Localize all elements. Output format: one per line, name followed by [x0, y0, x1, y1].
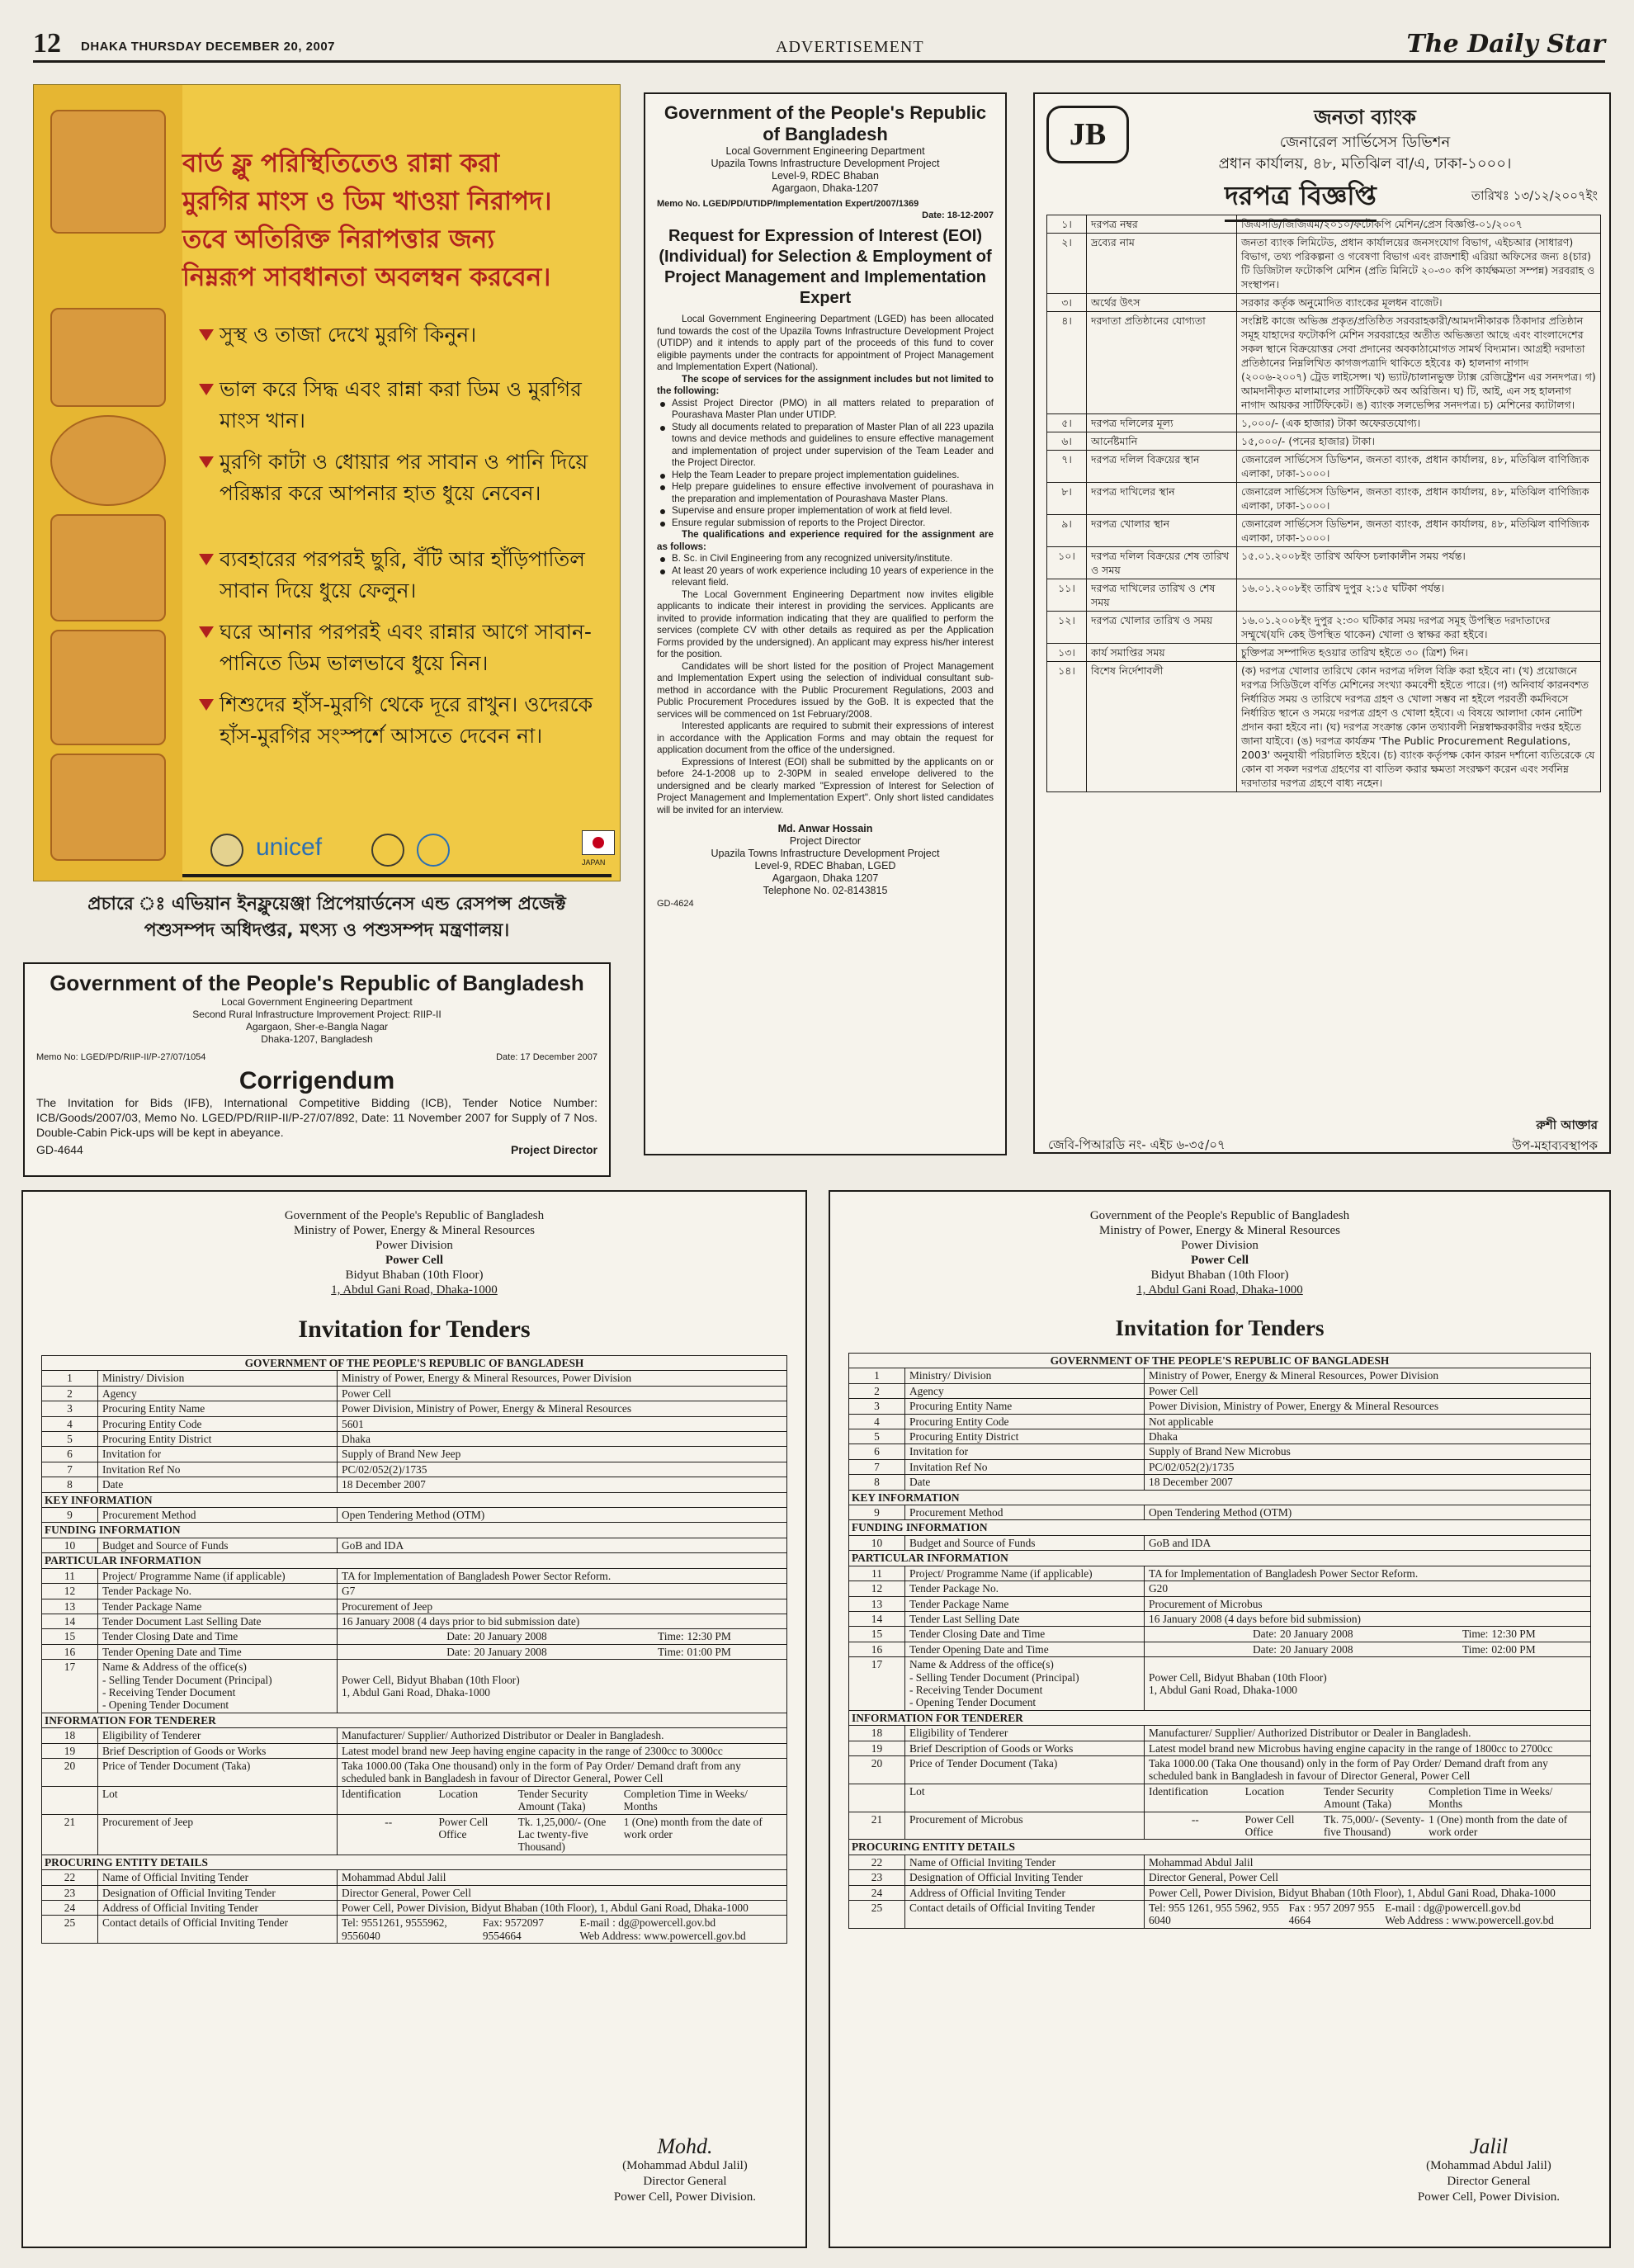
table-row: ৭। দরপত্র দলিল বিক্রয়ের স্থান জেনারেল সার্ভিসেস ডিভিশন, জনতা ব্যাংক, প্রধান কার্যালয়, ৪৮, মতিঝিল বাণিজ্যিক এলাকা, ঢাকা-১০০০। [1047, 451, 1601, 483]
signatory-line: Power Cell, Power Division. [1417, 2190, 1560, 2204]
handwritten-signature: Mohd. [657, 2134, 713, 2158]
handwritten-signature: Jalil [1469, 2134, 1509, 2158]
list-item: At least 20 years of work experience including 10 years of experience in the relevant field. [657, 565, 994, 589]
table-row: 12 Tender Package No. G7 [42, 1584, 787, 1599]
table-row: 21 Procurement of Jeep -- Power Cell Office Tk. 1,25,000/- (One Lac twenty-five Thousand) 1 (One) month from the date of work order [42, 1814, 787, 1855]
gd-ref: জেবি-পিআরডি নং- এইচ ৬-৩৫/০৭ [1048, 1137, 1226, 1152]
hand-washing-illustration [50, 514, 166, 621]
table-row: ৮। দরপত্র দাখিলের স্থান জেনারেল সার্ভিসেস ডিভিশন, জনতা ব্যাংক, প্রধান কার্যালয়, ৪৮, মতিঝিল বাণিজ্যিক এলাকা, ঢাকা-১০০০। [1047, 483, 1601, 515]
table-row: 1 Ministry/ Division Ministry of Power, Energy & Mineral Resources, Power Division [42, 1371, 787, 1386]
signature-block [657, 823, 994, 897]
table-row: 24 Address of Official Inviting Tender Power Cell, Power Division, Bidyut Bhaban (10th Floor), 1, Abdul Gani Road, Dhaka-1000 [42, 1901, 787, 1916]
qualification-list [657, 553, 994, 589]
bullet-icon [199, 699, 214, 711]
issuer-line: Ministry of Power, Energy & Mineral Resources [1099, 1224, 1340, 1237]
table-row: 18 Eligibility of Tenderer Manufacturer/ Supplier/ Authorized Distributor or Dealer in Bangladesh. [849, 1726, 1591, 1741]
table-row: 1 Ministry/ Division Ministry of Power, Energy & Mineral Resources, Power Division [849, 1368, 1591, 1383]
table-row: 15 Tender Closing Date and Time Date: 20 January 2008 Time: 12:30 PM [849, 1627, 1591, 1642]
paragraph: Candidates will be short listed for the position of Project Management and Implementation Expert using the selection of individual consultant sub-method in accordance with the Public Procurement Regulations, 2003 and Public Procurement Procedures issued by the GoB. It is expected that the services will be commenced on 1st February/2008. [657, 660, 994, 720]
notice-subline: Local Government Engineering Department [221, 996, 413, 1008]
headline-line: নিম্নরূপ সাবধানতা অবলম্বন করবেন। [182, 262, 551, 292]
list-item: Supervise and ensure proper implementation of work at field level. [657, 505, 994, 517]
notice-date: Date: 17 December 2007 [496, 1052, 597, 1062]
list-item: B. Sc. in Civil Engineering from any recognized university/institute. [657, 553, 994, 565]
headline-line: মুরগির মাংস ও ডিম খাওয়া নিরাপদ। [182, 187, 552, 216]
table-row: 22 Name of Official Inviting Tender Mohammad Abdul Jalil [42, 1870, 787, 1885]
issuer-line: Power Division [375, 1239, 453, 1252]
signatory-line: Project Director [789, 835, 862, 847]
table-row: 3 Procuring Entity Name Power Division, Ministry of Power, Energy & Mineral Resources [42, 1401, 787, 1416]
table-row: 4 Procuring Entity Code 5601 [42, 1416, 787, 1431]
who-logo-icon [417, 834, 450, 867]
signatory-line: Director General [1447, 2175, 1531, 2188]
issuer-line: Ministry of Power, Energy & Mineral Resources [294, 1224, 535, 1237]
table-row: 5 Procuring Entity District Dhaka [849, 1429, 1591, 1444]
table-row: 7 Invitation Ref No PC/02/052(2)/1735 [42, 1462, 787, 1477]
signatory-name: Md. Anwar Hossain [777, 823, 873, 834]
notice-date: Date: 18-12-2007 [922, 210, 994, 220]
issuer-line: 1, Abdul Gani Road, Dhaka-1000 [1136, 1283, 1303, 1297]
notice-subline: Second Rural Infrastructure Improvement Project: RIIP-II [192, 1009, 442, 1020]
signatory-name: (Mohammad Abdul Jalil) [1426, 2159, 1551, 2172]
table-row: 3 Procuring Entity Name Power Division, Ministry of Power, Energy & Mineral Resources [849, 1399, 1591, 1414]
signatory-line: Agargaon, Dhaka 1207 [772, 872, 879, 884]
signature-block [614, 2135, 756, 2205]
unicef-logo: unicef [256, 834, 323, 861]
signatory-name: (Mohammad Abdul Jalil) [622, 2159, 748, 2172]
issuer-line: Power Division [1181, 1239, 1259, 1252]
table-row: 19 Brief Description of Goods or Works Latest model brand new Jeep having engine capacity in the range of 2300cc to 3000cc [42, 1743, 787, 1758]
issuer-line: 1, Abdul Gani Road, Dhaka-1000 [331, 1283, 498, 1297]
signatory-line: Power Cell, Power Division. [613, 2190, 756, 2204]
memo-number: Memo No: LGED/PD/RIIP-II/P-27/07/1054 [36, 1052, 206, 1062]
bank-division: জেনারেল সার্ভিসেস ডিভিশন [1279, 134, 1451, 151]
table-row: 25 Contact details of Official Inviting Tender Tel: 9551261, 9555962, 9556040 Fax: 9572097 9554664 E-mail : dg@powercell.gov.bd Web Address: www.powercell.gov.bd [42, 1916, 787, 1944]
table-row: 13 Tender Package Name Procurement of Jeep [42, 1599, 787, 1614]
eoi-notice [644, 92, 1007, 1155]
notice-title: Government of the People's Republic of Bangladesh [664, 102, 987, 144]
section-row: PROCURING ENTITY DETAILS [849, 1840, 1591, 1855]
notice-heading: Invitation for Tenders [298, 1316, 531, 1343]
table-row: ২। দ্রব্যের নাম জনতা ব্যাংক লিমিটেড, প্রধান কার্যালয়ের জনসংযোগ বিভাগ, এইচআর (সাধারণ) বিভাগ, তথ্য পরিকল্পনা ও গবেষণা বিভাগ এবং রাজশাহী এরিয়া অফিসের জন্য ৪(চার) টি ডিজিটাল ফটোকপি মেশিন (প্রতি মিনিটে ২০-৩০ কপি কার্যক্ষমতা সম্পন্ন) সরবরাহ ও সংস্থাপন। [1047, 234, 1601, 294]
web-link[interactable]: Web Address : www.powercell.gov.bd [1385, 1914, 1554, 1927]
table-row: Lot Identification Location Tender Security Amount (Taka) Completion Time in Weeks/ Months [849, 1784, 1591, 1812]
issuer-line: Bidyut Bhaban (10th Floor) [345, 1269, 484, 1282]
woman-cooking-illustration [50, 630, 166, 745]
email-link[interactable]: E-mail : dg@powercell.gov.bd [579, 1916, 716, 1930]
table-row: 17 Name & Address of the office(s) - Selling Tender Document (Principal) - Receiving Tender Document - Opening Tender Document Power Cell, Bidyut Bhaban (10th Floor) 1, Abdul Gani Road, Dhaka-1000 [849, 1657, 1591, 1711]
issuer-block [848, 1208, 1591, 1297]
list-item: Help the Team Leader to prepare project implementation guidelines. [657, 470, 994, 482]
scope-heading: The scope of services for the assignment includes but not limited to the following: [657, 373, 994, 396]
govt-seal-icon [210, 834, 243, 867]
table-row: 15 Tender Closing Date and Time Date: 20 January 2008 Time: 12:30 PM [42, 1629, 787, 1644]
signatory-line: Director General [643, 2175, 727, 2188]
table-row: 6 Invitation for Supply of Brand New Microbus [849, 1444, 1591, 1459]
table-row: ১০। দরপত্র দলিল বিক্রয়ের শেষ তারিখ ও সময় ১৫.০১.২০০৮ইং তারিখ অফিস চলাকালীন সময় পর্যন্ত। [1047, 547, 1601, 579]
table-row: 14 Tender Document Last Selling Date 16 January 2008 (4 days prior to bid submission date) [42, 1614, 787, 1628]
bank-logo: JB [1046, 106, 1129, 163]
tender-table [41, 1355, 787, 1944]
bullet-icon [199, 384, 214, 395]
notice-subline: Level-9, RDEC Bhaban [772, 170, 879, 182]
bullet-icon [199, 626, 214, 638]
section-row: PARTICULAR INFORMATION [849, 1551, 1591, 1566]
bird-flu-poster [33, 84, 621, 881]
page-number: 12 [33, 28, 61, 59]
issuer-line: Government of the People's Republic of Bangladesh [1089, 1209, 1350, 1222]
section-row: INFORMATION FOR TENDERER [42, 1713, 787, 1727]
table-row: 20 Price of Tender Document (Taka) Taka 1000.00 (Taka One thousand) only in the form of Pay Order/ Demand draft from any scheduled bank in Bangladesh in favour of Director General, Power Cell [849, 1755, 1591, 1784]
section-row: KEY INFORMATION [42, 1492, 787, 1507]
table-row: ৩। অর্থের উৎস সরকার কর্তৃক অনুমোদিত ব্যাংকের মূলধন বাজেট। [1047, 294, 1601, 312]
table-row: 6 Invitation for Supply of Brand New Jeep [42, 1447, 787, 1462]
table-row: ১৪। বিশেষ নির্দেশাবলী (ক) দরপত্র খোলার তারিখে কোন দরপত্র দলিল বিক্রি করা হইবে না। (খ) প্রয়োজনে দরপত্র সিডিউলে বর্ণিত মেশিনের সংখ্যা কমবেশী হইতে পারে। (গ) অনিবার্য কারনবশত নির্ধারিত সময় ও তারিখে দরপত্র গ্রহণ ও খোলা সম্ভব না হইলে পরবর্তী কর্মদিবসে নির্ধারিত স্থানে ও সময়ে দরপত্র গ্রহণ ও খোলা হইবে। এ বিষয়ে আলাদা কোন নোটিশ প্রদান করা হইবে না। (ঘ) দরপত্র সংক্রান্ত কোন তথ্যাবলী নিম্নস্বাক্ষরকারীর দপ্তর হইতে জানা যাইবে। (ঙ) দরপত্র কার্যক্রম 'The Public Procurement Regulations, 2003' অনুযায়ী পরিচালিত হইবে। (চ) ব্যাংক কর্তৃপক্ষ কোন কারন দর্শানো ব্যতিরেকে যে কোন বা সকল দরপত্র গ্রহণের বা বাতিল করার ক্ষমতা সংরক্ষণ করেন এবং সর্বনিম্ন দরদাতার দরপত্র গ্রহণে বাধ্য নহেন। [1047, 662, 1601, 792]
notice-subline: Local Government Engineering Department [725, 145, 925, 157]
table-row: 9 Procurement Method Open Tendering Method (OTM) [849, 1505, 1591, 1520]
issuer-line: Power Cell [1190, 1254, 1249, 1267]
notice-date: তারিখঃ ১৩/১২/২০০৭ইং [1471, 188, 1598, 203]
notice-heading: Request for Expression of Interest (EOI) (Individual) for Selection & Employment of Project Management and Implementation Expert [659, 227, 992, 307]
gd-ref: GD-4644 [36, 1143, 83, 1156]
notice-title: Government of the People's Republic of Bangladesh [50, 971, 584, 995]
table-row: 16 Tender Opening Date and Time Date: 20 January 2008 Time: 02:00 PM [849, 1642, 1591, 1656]
bank-name: জনতা ব্যাংক [1314, 106, 1416, 129]
headline-line: বার্ড ফ্লু পরিস্থিতিতেও রান্না করা [182, 149, 500, 178]
notice-subline: Dhaka-1207, Bangladesh [261, 1033, 373, 1045]
issuer-line: Power Cell [385, 1254, 444, 1267]
list-item: Ensure regular submission of reports to the Project Director. [657, 517, 994, 530]
notice-subline: Agargaon, Sher-e-Bangla Nagar [245, 1021, 389, 1032]
notice-body: The Invitation for Bids (IFB), International Competitive Bidding (ICB), Tender Notice Number: ICB/Goods/2007/03, Memo No. LGED/PD/RIIP-II/P-27/07/892, Date: 11 November 2007 for Supply of 7 Nos. Double-Cabin Pick-ups will be kept in abeyance. [36, 1096, 597, 1139]
table-row: ১২। দরপত্র খোলার তারিখ ও সময় ১৬.০১.২০০৮ইং দুপুর ২:৩০ ঘটিকার সময় দরপত্র সমূহ উপস্থিত দরদাতাদের সম্মুখে(যদি কেহ উপস্থিত থাকেন) খোলা ও স্বাক্ষর করা হইবে। [1047, 612, 1601, 644]
table-row: ৫। দরপত্র দলিলের মূল্য ১,০০০/- (এক হাজার) টাকা অফেরতযোগ্য। [1047, 414, 1601, 432]
paragraph: Interested applicants are required to submit their expressions of interest in accordance with the Application Forms and may obtain the request for application document from the office of the undersigned. [657, 721, 994, 755]
web-link[interactable]: Web Address: www.powercell.gov.bd [579, 1929, 746, 1942]
meat-dish-illustration [50, 308, 166, 407]
table-row: 11 Project/ Programme Name (if applicable) TA for Implementation of Bangladesh Power Sector Reform. [849, 1566, 1591, 1581]
section-row: INFORMATION FOR TENDERER [849, 1710, 1591, 1725]
janata-bank-notice [1033, 92, 1611, 1154]
signature-block [1418, 2135, 1560, 2205]
table-row: 8 Date 18 December 2007 [849, 1475, 1591, 1490]
poster-item: ব্যবহারের পরপরই ছুরি, বঁটি আর হাঁড়িপাতিল সাবান দিয়ে ধুয়ে ফেলুন। [220, 547, 585, 602]
table-row: ১। দরপত্র নম্বর জিএসডি/জিজিএম/২০১০/ফটোকপি মেশিন/প্রেস বিজ্ঞপ্তি-০১/২০০৭ [1047, 215, 1601, 234]
section-row: FUNDING INFORMATION [42, 1523, 787, 1538]
signatory: Project Director [510, 1143, 597, 1156]
table-row: 10 Budget and Source of Funds GoB and IDA [42, 1538, 787, 1552]
tender-table [1046, 215, 1601, 792]
poster-item: মুরগি কাটা ও ধোয়ার পর সাবান ও পানি দিয়ে পরিষ্কার করে আপনার হাত ধুয়ে নেবেন। [220, 450, 588, 505]
table-row: 8 Date 18 December 2007 [42, 1477, 787, 1492]
table-row: 20 Price of Tender Document (Taka) Taka 1000.00 (Taka One thousand) only in the form of Pay Order/ Demand draft from any scheduled bank in Bangladesh in favour of Director General, Power Cell [42, 1758, 787, 1786]
page-header [33, 23, 1605, 63]
poster-item: ভাল করে সিদ্ধ এবং রান্না করা ডিম ও মুরগির মাংস খান। [220, 377, 582, 432]
signatory-line: Telephone No. 02-8143815 [763, 885, 888, 896]
signatory-line: Upazila Towns Infrastructure Development Project [711, 848, 940, 859]
table-row: GOVERNMENT OF THE PEOPLE'S REPUBLIC OF BANGLADESH [42, 1356, 787, 1371]
qualification-heading: The qualifications and experience required for the assignment are as follows: [657, 529, 994, 552]
list-item: Study all documents related to preparation of Master Plan of all 223 upazila towns and device methods and guidelines to ensure effective management and implementation of project under supervision of the Team Leader and the Project Director. [657, 422, 994, 470]
credit-line: পশুসম্পদ অধিদপ্তর, মৎস্য ও পশুসম্পদ মন্ত্রণালয়। [144, 920, 510, 941]
table-row: 12 Tender Package No. G20 [849, 1581, 1591, 1596]
credit-line: প্রচারে ঃ এভিয়ান ইনফ্লুয়েঞ্জা প্রিপেয়ার্ডনেস এন্ড রেসপন্স প্রজেক্ট [87, 894, 566, 914]
table-row: 13 Tender Package Name Procurement of Microbus [849, 1596, 1591, 1611]
table-row: 22 Name of Official Inviting Tender Mohammad Abdul Jalil [849, 1855, 1591, 1869]
headline-line: তবে অতিরিক্ত নিরাপত্তার জন্য [182, 224, 495, 254]
table-row: 23 Designation of Official Inviting Tender Director General, Power Cell [849, 1870, 1591, 1885]
table-row: 4 Procuring Entity Code Not applicable [849, 1414, 1591, 1429]
bank-address: প্রধান কার্যালয়, ৪৮, মতিঝিল বা/এ, ঢাকা-১০০০। [1218, 155, 1512, 172]
signatory-title: উপ-মহাব্যবস্থাপক [1512, 1138, 1598, 1153]
table-row: 7 Invitation Ref No PC/02/052(2)/1735 [849, 1459, 1591, 1474]
dateline: DHAKA THURSDAY DECEMBER 20, 2007 [81, 40, 336, 54]
issuer-block [41, 1208, 787, 1297]
table-row: 2 Agency Power Cell [42, 1386, 787, 1401]
table-row: 21 Procurement of Microbus -- Power Cell Office Tk. 75,000/- (Seventy-five Thousand) 1 (One) month from the date of work order [849, 1812, 1591, 1840]
eggs-illustration [50, 415, 166, 506]
poster-item: ঘরে আনার পরপরই এবং রান্নার আগে সাবান-পানিতে ডিম ভালভাবে ধুয়ে নিন। [220, 620, 592, 675]
table-row: 23 Designation of Official Inviting Tender Director General, Power Cell [42, 1885, 787, 1900]
table-row: 17 Name & Address of the office(s) - Selling Tender Document (Principal) - Receiving Tender Document - Opening Tender Document Power Cell, Bidyut Bhaban (10th Floor) 1, Abdul Gani Road, Dhaka-1000 [42, 1660, 787, 1713]
poster-item: শিশুদের হাঁস-মুরগি থেকে দূরে রাখুন। ওদেরকে হাঁস-মুরগির সংস্পর্শে আসতে দেবেন না। [220, 692, 593, 748]
table-row: ৬। আর্নেষ্টমানি ১৫,০০০/- (পনের হাজার) টাকা। [1047, 432, 1601, 451]
table-row: 25 Contact details of Official Inviting Tender Tel: 955 1261, 955 5962, 955 6040 Fax : 957 2097 955 4664 E-mail : dg@powercell.gov.bd Web Address : www.powercell.gov.bd [849, 1901, 1591, 1929]
tender-notice-microbus [829, 1190, 1611, 2248]
table-row: 24 Address of Official Inviting Tender Power Cell, Power Division, Bidyut Bhaban (10th Floor), 1, Abdul Gani Road, Dhaka-1000 [849, 1885, 1591, 1900]
memo-number: Memo No. LGED/PD/UTIDP/Implementation Expert/2007/1369 [657, 199, 919, 209]
section-row: KEY INFORMATION [849, 1490, 1591, 1505]
table-row: 2 Agency Power Cell [849, 1383, 1591, 1398]
japan-flag-icon [582, 830, 615, 855]
tender-table [848, 1353, 1591, 1929]
signatory-name: রুশী আক্তার [1536, 1117, 1598, 1132]
table-row: 11 Project/ Programme Name (if applicable) TA for Implementation of Bangladesh Power Sector Reform. [42, 1568, 787, 1583]
table-row: GOVERNMENT OF THE PEOPLE'S REPUBLIC OF BANGLADESH [849, 1354, 1591, 1368]
table-row: ৯। দরপত্র খোলার স্থান জেনারেল সার্ভিসেস ডিভিশন, জনতা ব্যাংক, প্রধান কার্যালয়, ৪৮, মতিঝিল বাণিজ্যিক এলাকা, ঢাকা-১০০০। [1047, 515, 1601, 547]
fao-logo-icon [371, 834, 404, 867]
gd-ref: GD-4624 [657, 899, 694, 909]
bullet-icon [199, 456, 214, 468]
notice-subline: Upazila Towns Infrastructure Development Project [711, 158, 940, 169]
signature-block [1512, 1116, 1598, 1154]
table-row: 18 Eligibility of Tenderer Manufacturer/ Supplier/ Authorized Distributor or Dealer in Bangladesh. [42, 1728, 787, 1743]
paragraph: Expressions of Interest (EOI) shall be submitted by the applicants on or before 24-1-2008 up to 2-30PM in sealed envelope delivered to the undersigned and be clearly marked "Expression of Interest for Selection of Project Management and Implementation Expert". Only short listed candidates will be invited for an interview. [657, 756, 994, 815]
list-item: Assist Project Director (PMO) in all matters related to preparation of Pourashava Master Plan under UTIDP. [657, 398, 994, 422]
table-row: ১১। দরপত্র দাখিলের তারিখ ও শেষ সময় ১৬.০১.২০০৮ইং তারিখ দুপুর ২:১৫ ঘটিকা পর্যন্ত। [1047, 579, 1601, 612]
corrigendum-notice [23, 962, 611, 1177]
poster-headline [182, 144, 612, 296]
table-row: Lot Identification Location Tender Security Amount (Taka) Completion Time in Weeks/ Months [42, 1786, 787, 1814]
notice-heading: Invitation for Tenders [1115, 1316, 1325, 1340]
notice-subline: Agargaon, Dhaka-1207 [772, 182, 879, 194]
scope-list [657, 398, 994, 530]
sponsor-logos [33, 825, 621, 875]
table-row: ১৩। কার্য সমাপ্তির সময় চুক্তিপত্র সম্পাদিত হওয়ার তারিখ হইতে ৩০ (ত্রিশ) দিন। [1047, 644, 1601, 662]
issuer-line: Government of the People's Republic of Bangladesh [284, 1209, 545, 1222]
table-row: 9 Procurement Method Open Tendering Method (OTM) [42, 1508, 787, 1523]
signatory-line: Level-9, RDEC Bhaban, LGED [754, 860, 896, 872]
table-row: 14 Tender Last Selling Date 16 January 2008 (4 days before bid submission) [849, 1611, 1591, 1626]
masthead: The Daily Star [1406, 30, 1605, 59]
bullet-icon [199, 329, 214, 341]
poster-credit [33, 891, 621, 944]
paragraph: Local Government Engineering Department (LGED) has been allocated fund towards the cost of the Upazila Towns Infrastructure Development Project (UTIDP) and it intends to apply part of the proceeds of this fund to cover eligible payments under the contracts for appointment of Project Management and Implementation Expert (National). [657, 314, 994, 372]
notice-heading: Corrigendum [238, 1067, 395, 1094]
section-row: PROCURING ENTITY DETAILS [42, 1855, 787, 1869]
list-item: Help prepare guidelines to ensure effective involvement of pourashava in the preparation and implementation of Pourashava Master Plans. [657, 481, 994, 505]
table-row: 10 Budget and Source of Funds GoB and IDA [849, 1535, 1591, 1550]
section-row: FUNDING INFORMATION [849, 1520, 1591, 1535]
tender-notice-jeep [21, 1190, 807, 2248]
table-row: 5 Procuring Entity District Dhaka [42, 1432, 787, 1447]
table-row: 16 Tender Opening Date and Time Date: 20 January 2008 Time: 01:00 PM [42, 1644, 787, 1659]
section-row: PARTICULAR INFORMATION [42, 1553, 787, 1568]
japan-label: JAPAN [582, 858, 606, 867]
notice-heading: দরপত্র বিজ্ঞপ্তি [1225, 175, 1377, 222]
bullet-icon [199, 554, 214, 565]
email-link[interactable]: E-mail : dg@powercell.gov.bd [1385, 1902, 1521, 1915]
table-row: 19 Brief Description of Goods or Works Latest model brand new Microbus having engine capacity in the range of 1800cc to 2700cc [849, 1741, 1591, 1755]
paragraph: The Local Government Engineering Department now invites eligible applicants to indicate their interest in providing the services. Applicants are invited to provide information indicating that they are qualified to perform the services (complete CV with other details as required as per the Application Forms provided by the undersigned). An applicant may express his/her interest for the position. [657, 588, 994, 659]
section-label: ADVERTISEMENT [776, 38, 924, 56]
chicken-illustration [50, 110, 166, 234]
poster-item: সুস্থ ও তাজা দেখে মুরগি কিনুন। [220, 323, 477, 347]
issuer-line: Bidyut Bhaban (10th Floor) [1150, 1269, 1289, 1282]
table-row: ৪। দরদাতা প্রতিষ্ঠানের যোগ্যতা সংশ্লিষ্ট কাজে অভিজ্ঞ প্রকৃত/প্রতিষ্ঠিত সরবরাহকারী/আমদানীকারক ঠিকাদার প্রতিষ্ঠান সমূহ যাহাদের ফটোকপি মেশিন সরবরাহের অতীত অভিজ্ঞতা আছে এবং বাংলাদেশের সকল স্থানে বিক্রয়োত্তর সেবা প্রদানের অবকাঠামোগত সামর্থ বিদ্যমান। আগ্রহী দরদাতা প্রতিষ্ঠানের নিম্নলিখিত কাগজপত্রাদি থাকিতে হইবেঃ ক) হালনাগ নাগাদ (২০০৬-২০০৭) ট্রেড লাইসেন্স। খ) ভ্যাট/চালানভুক্ত ট্যাক্স রেজিষ্ট্রেশন এর সনদপত্র। গ) আমদানীকৃত মালামালের সার্টিফিকেট অব অরিজিন। ঘ) টি, আই, এন সহ হালনাগ নাগাদ আয়কর সার্টিফিকেট। ঙ) ব্যাংক সলভেন্সির সনদপত্র। চ) মেশিনের ক্যাটালগ। [1047, 312, 1601, 414]
